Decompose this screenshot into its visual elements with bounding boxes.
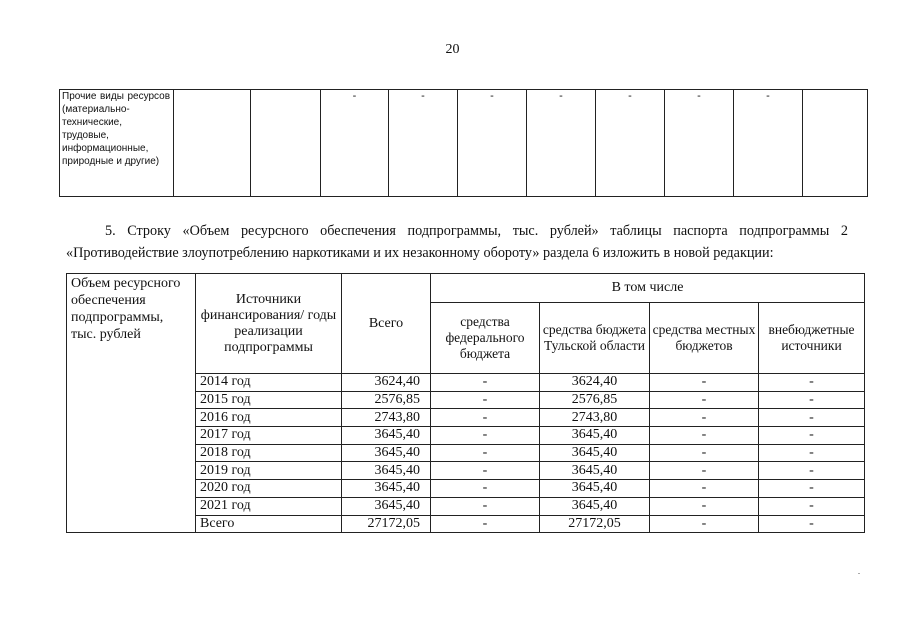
scan-speck [858,573,860,574]
funding-table [66,273,865,533]
row-total: 2743,80 [342,409,431,427]
row-regional: 3645,40 [540,427,650,445]
row-local: - [650,374,759,392]
row-offbudget: - [759,480,865,498]
paragraph-line: 5. Строку «Объем ресурсного обеспечения подпрограммы, тыс. рублей» таблицы паспорта подпрограммы 2 [105,223,848,239]
row-total: 3645,40 [342,480,431,498]
page-number: 20 [445,42,460,57]
row-offbudget: - [759,409,865,427]
resources-cell: - [596,90,665,197]
row-total: 3624,40 [342,374,431,392]
paragraph-line: «Противодействие злоупотреблению наркотиками и их незаконному обороту» раздела 6 изложить в новой редакции: [66,245,774,261]
row-year: 2020 год [196,480,342,498]
row-federal: - [431,444,540,462]
amendment-paragraph [66,220,848,264]
row-offbudget: - [759,427,865,445]
row-total: 2576,85 [342,391,431,409]
row-year: 2015 год [196,391,342,409]
row-local: - [650,497,759,515]
row-local: - [650,462,759,480]
row-regional: 3645,40 [540,444,650,462]
funding-object-label: Объем ресурсного обеспечения подпрограммы, тыс. рублей [67,274,196,533]
row-federal: - [431,391,540,409]
row-regional: 3624,40 [540,374,650,392]
row-offbudget: - [759,391,865,409]
row-total: 3645,40 [342,462,431,480]
resources-cell [803,90,868,197]
resources-label: Прочие виды ресурсов (материально-технические, трудовые, информационные, природные и другие) [60,90,174,197]
row-local: - [650,391,759,409]
row-total: 3645,40 [342,427,431,445]
row-regional: 2576,85 [540,391,650,409]
row-federal: - [431,374,540,392]
row-regional: 3645,40 [540,480,650,498]
row-year: 2018 год [196,444,342,462]
resources-table [59,89,868,197]
resources-cell: - [665,90,734,197]
row-offbudget: - [759,374,865,392]
header-total: Всего [342,274,431,374]
row-regional: 2743,80 [540,409,650,427]
row-local: - [650,409,759,427]
header-local: средства местных бюджетов [650,303,759,374]
row-federal: - [431,497,540,515]
row-federal: - [431,409,540,427]
row-year: 2016 год [196,409,342,427]
resources-cell: - [734,90,803,197]
row-year: 2021 год [196,497,342,515]
row-total: 27172,05 [342,515,431,533]
row-total: 3645,40 [342,497,431,515]
row-total: 3645,40 [342,444,431,462]
row-regional: 3645,40 [540,462,650,480]
header-sources: Источники финансирования/ годы реализации подпрограммы [196,274,342,374]
header-including: В том числе [431,274,865,303]
row-year: Всего [196,515,342,533]
resources-cell: - [527,90,596,197]
row-federal: - [431,462,540,480]
resources-row [60,90,868,197]
row-year: 2017 год [196,427,342,445]
row-federal: - [431,515,540,533]
row-offbudget: - [759,515,865,533]
row-regional: 27172,05 [540,515,650,533]
row-year: 2014 год [196,374,342,392]
row-federal: - [431,427,540,445]
row-offbudget: - [759,462,865,480]
resources-cell [174,90,251,197]
resources-cell: - [458,90,527,197]
header-offbudget: внебюджетные источники [759,303,865,374]
row-local: - [650,480,759,498]
row-federal: - [431,480,540,498]
resources-cell [251,90,321,197]
row-regional: 3645,40 [540,497,650,515]
row-local: - [650,427,759,445]
resources-cell: - [389,90,458,197]
resources-cell: - [321,90,389,197]
row-year: 2019 год [196,462,342,480]
row-local: - [650,444,759,462]
row-offbudget: - [759,444,865,462]
header-federal: средства федерального бюджета [431,303,540,374]
row-local: - [650,515,759,533]
header-regional: средства бюджета Тульской области [540,303,650,374]
row-offbudget: - [759,497,865,515]
